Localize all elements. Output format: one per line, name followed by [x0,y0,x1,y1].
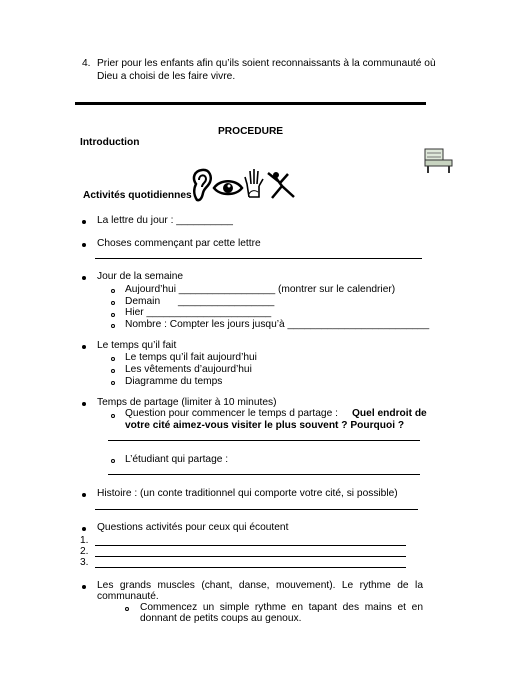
sub-bullet [111,357,115,361]
prayer-text-line-1: Prier pour les enfants afin qu’ils soient reconnaissants à la communauté où [97,58,436,69]
prayer-text-line-2: Dieu a choisi de les faire vivre. [97,71,236,82]
story-label: Histoire : (un conte traditionnel qui comporte votre cité, si possible) [97,488,398,499]
answer-line [108,474,420,475]
sub-bullet [111,289,115,293]
answer-line [108,440,420,441]
sub-bullet [111,301,115,305]
muscles-line-2: communauté. [97,591,159,602]
bullet [82,493,86,497]
question-number: 2. [80,546,89,557]
sub-bullet [125,607,129,611]
weekday-today: Aujourd’hui _________________ (montrer sur le calendrier) [125,284,396,295]
question-number: 1. [80,535,89,546]
weekday-tomorrow: Demain [125,296,161,307]
eye-icon [212,177,244,197]
weather-item: Les vêtements d’aujourd’hui [125,364,252,375]
activities-heading: Activités quotidiennes [83,190,192,201]
weekday-tomorrow-blank: _________________ [178,296,275,307]
bullet [82,220,86,224]
bullet [82,243,86,247]
bullet [82,585,86,589]
sharing-label: Temps de partage (limiter à 10 minutes) [97,397,277,408]
weekday-label: Jour de la semaine [97,271,184,282]
questions-label: Questions activités pour ceux qui écoutent [97,522,289,533]
sub-bullet [111,324,115,328]
bullet [82,276,86,280]
stretching-figure-icon [266,170,302,200]
question-number: 3. [80,557,89,568]
weather-item: Diagramme du temps [125,376,223,387]
bullet [82,527,86,531]
weekday-count: Nombre : Compter les jours jusqu’à _________________________ [125,319,430,330]
chair-icon [422,146,456,174]
sub-bullet [111,381,115,385]
sub-bullet [111,414,115,418]
weekday-yesterday: Hier ______________________ [125,307,272,318]
sub-bullet [111,459,115,463]
bullet [82,402,86,406]
answer-line [95,567,406,568]
weather-item: Le temps qu’il fait aujourd’hui [125,352,257,363]
introduction-heading: Introduction [80,137,140,148]
answer-line [95,556,406,557]
answer-line [95,258,422,259]
weather-label: Le temps qu’il fait [97,340,177,351]
muscles-sub-line-1: Commencez un simple rythme en tapant des mains et en [140,602,423,613]
answer-line [95,545,406,546]
list-number: 4. [82,58,91,69]
sharing-question-start: Question pour commencer le temps d partage : [125,408,338,419]
sharing-student: L’étudiant qui partage : [125,454,229,465]
answer-line [95,509,418,510]
hand-icon [243,168,265,198]
sub-bullet [111,369,115,373]
letter-of-day: La lettre du jour : __________ [97,215,233,226]
bullet [82,345,86,349]
sharing-question-bold: Quel endroit de [352,408,427,419]
section-divider [75,102,426,105]
sharing-question-bold-2: votre cité aimez-vous visiter le plus souvent ? Pourquoi ? [125,420,405,431]
ear-icon [191,168,213,202]
procedure-title: PROCEDURE [218,126,284,137]
starting-letter-label: Choses commençant par cette lettre [97,238,261,249]
muscles-sub-line-2: donnant de petits coups au genoux. [140,613,302,624]
sub-bullet [111,313,115,317]
muscles-line-1: Les grands muscles (chant, danse, mouvement). Le rythme de la [97,580,423,591]
